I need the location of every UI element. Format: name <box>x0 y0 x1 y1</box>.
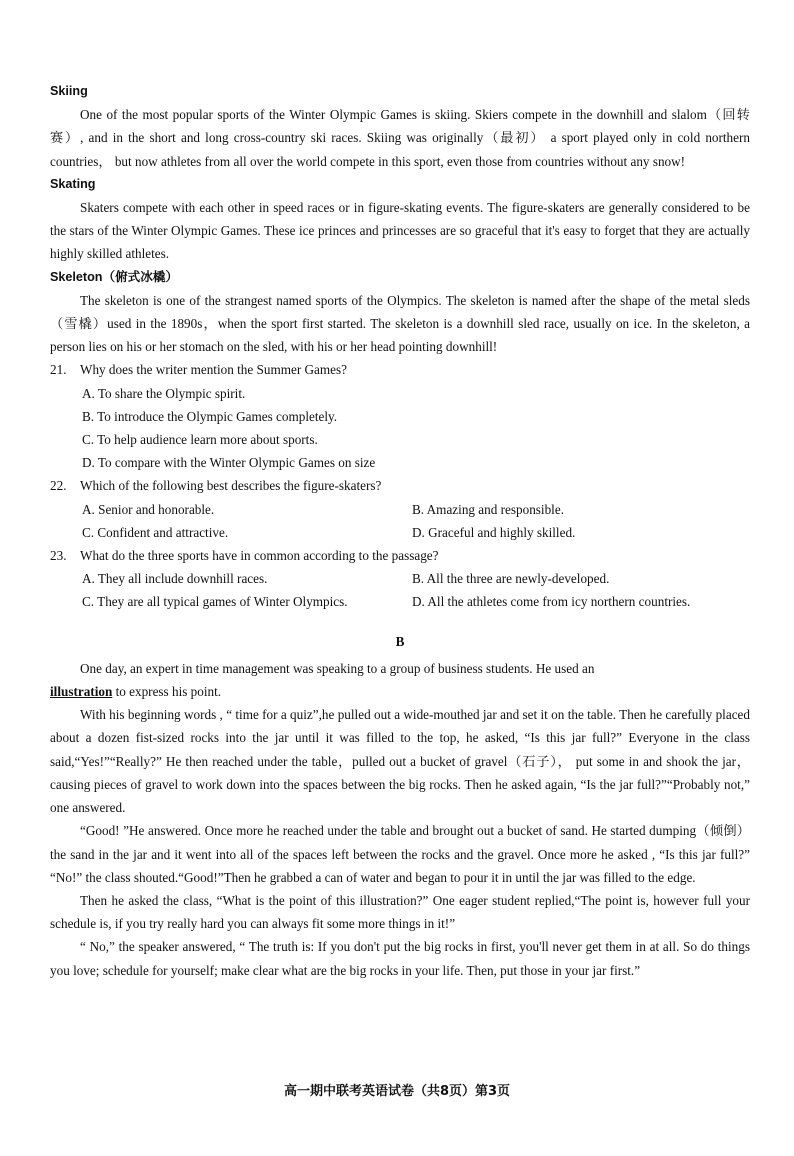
question-23 <box>50 544 750 567</box>
option-c: C. Confident and attractive. <box>82 524 229 540</box>
question-stem: Which of the following best describes the figure-skaters? <box>80 478 382 494</box>
question-22 <box>50 474 750 497</box>
section-b-heading: B <box>395 633 405 649</box>
question-stem: What do the three sports have in common according to the passage? <box>80 548 439 564</box>
option-a: A. They all include downhill races. <box>82 571 268 587</box>
question-number: 23. <box>50 548 67 564</box>
option-c: C. To help audience learn more about sports. <box>82 432 318 448</box>
question-stem: Why does the writer mention the Summer Games? <box>80 362 347 378</box>
skeleton-heading: Skeleton（俯式冰橇） <box>50 269 179 284</box>
question-23-options <box>50 567 750 613</box>
underlined-word: illustration <box>50 684 113 700</box>
skeleton-paragraph: The skeleton is one of the strangest named sports of the Olympics. The skeleton is named after the shape of the metal sleds（雪橇）used in the 1890s，when the sport first started. The skeleton is a downhill sled race, usually on ice. In the skeleton, a person lies on his or her stomach on the sled, with his or her head pointing downhill! <box>50 292 750 355</box>
question-number: 22. <box>50 478 67 494</box>
section-b-paragraph-1 <box>50 657 750 703</box>
option-d: D. Graceful and highly skilled. <box>412 524 576 540</box>
paragraph-1-start: One day, an expert in time management was speaking to a group of business students. He used an <box>80 660 595 676</box>
section-b-paragraph-5: “ No,” the speaker answered, “ The truth is: If you don't put the big rocks in first, you'll never get them in at all. So do things you love; schedule for yourself; make clear what are the big rocks in your life. Then, put those in your jar first.” <box>50 939 750 978</box>
option-a: A. To share the Olympic spirit. <box>82 385 246 401</box>
skiing-paragraph: One of the most popular sports of the Winter Olympic Games is skiing. Skiers compete in the downhill and slalom（回转赛）, and in the short and long cross-country ski races. Skiing was originally（最初） a sport played only in cold northern countries， but now athletes from all over the world compete in this sport, even those from countries without any snow! <box>50 107 750 169</box>
option-d: D. All the athletes come from icy northern countries. <box>412 594 691 610</box>
page-footer: 高一期中联考英语试卷（共8页）第3页 <box>283 1084 511 1099</box>
option-b: B. Amazing and responsible. <box>412 501 564 517</box>
section-b-paragraph-3: “Good! ”He answered. Once more he reached under the table and brought out a bucket of sand. He started dumping（倾倒） the sand in the jar and it went into all of the spaces left between the rocks and the gravel. Once more he asked , “Is this jar full?” “No!” the class shouted.“Good!”Then he grabbed a can of water and began to pour it in until the jar was filled to the edge. <box>50 823 750 885</box>
skating-paragraph: Skaters compete with each other in speed races or in figure-skating events. The figure-skaters are generally considered to be the stars of the Winter Olympic Games. These ice princes and princesses are so graceful that it's easy to forget that they are actually highly skilled athletes. <box>50 200 750 262</box>
option-b: B. All the three are newly-developed. <box>412 571 610 587</box>
option-b: B. To introduce the Olympic Games completely. <box>82 408 338 424</box>
section-b-paragraph-4: Then he asked the class, “What is the point of this illustration?” One eager student replied,“The point is, however full your schedule is, if you try really hard you can always fit some more things in it!” <box>50 892 750 932</box>
question-22-options <box>50 498 750 544</box>
paragraph-1-end: to express his point. <box>112 684 222 700</box>
exam-page <box>50 80 750 982</box>
section-b-paragraph-2: With his beginning words , “ time for a quiz”,he pulled out a wide-mouthed jar and set it on the table. Then he carefully placed about a dozen fist-sized rocks into the jar until it was filled to the top, he asked, “Is this jar full?” Everyone in the class said,“Yes!”“Really?” He then reached under the table，pulled out a bucket of gravel（石子）， put some in and shook the jar， causing pieces of gravel to work down into the spaces between the big rocks. Then he asked again, “Is the jar full?”“Probably not,” one answered. <box>50 707 750 816</box>
question-number: 21. <box>50 362 67 378</box>
question-21 <box>50 358 750 381</box>
option-c: C. They are all typical games of Winter Olympics. <box>82 594 348 610</box>
option-a: A. Senior and honorable. <box>82 501 215 517</box>
skiing-heading: Skiing <box>50 84 88 98</box>
skating-heading: Skating <box>50 176 96 191</box>
question-21-options <box>50 382 750 475</box>
option-d: D. To compare with the Winter Olympic Games on size <box>82 455 376 471</box>
